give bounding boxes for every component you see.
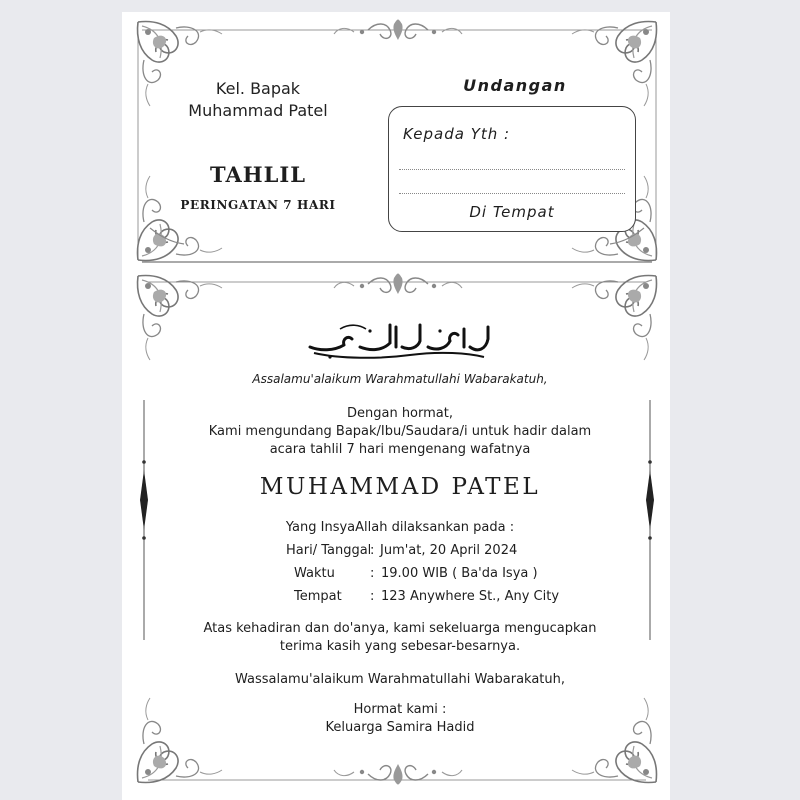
- schedule-label-time: Waktu: [294, 566, 335, 581]
- family-name: Keluarga Samira Hadid: [325, 720, 475, 735]
- thanks-line-2: terima kasih yang sebesar-besarnya.: [279, 639, 521, 654]
- thanks-paragraph: [180, 620, 620, 656]
- opening-line-3: acara tahlil 7 hari mengenang wafatnya: [269, 442, 531, 457]
- schedule-value-time: 19.00 WIB ( Ba'da Isya ): [381, 566, 538, 581]
- schedule-label-date: Hari/ Tanggal: [286, 543, 372, 558]
- cover-subtitle: PERINGATAN 7 HARI: [180, 198, 336, 212]
- greeting: Assalamu'alaikum Warahmatullahi Wabarakatuh,: [252, 372, 548, 386]
- opening-line-2: Kami mengundang Bapak/Ibu/Saudara/i untuk hadir dalam: [208, 424, 592, 439]
- bismillah-calligraphy-icon: [300, 317, 494, 367]
- schedule-label-place: Tempat: [294, 589, 342, 604]
- thanks-line-1: Atas kehadiran dan do'anya, kami sekeluarga mengucapkan: [203, 621, 597, 636]
- closing-greeting: Wassalamu'alaikum Warahmatullahi Wabarakatuh,: [234, 672, 566, 687]
- schedule-colon-place: :: [370, 589, 375, 604]
- location-label: Di Tempat: [469, 203, 555, 221]
- schedule-value-date: Jum'at, 20 April 2024: [380, 543, 518, 558]
- invitation-label: Undangan: [463, 76, 567, 95]
- recipient-box: [388, 106, 636, 232]
- sender-block: [186, 78, 330, 122]
- sender-line-1: Kel. Bapak: [215, 79, 301, 98]
- sender-line-2: Muhammad Patel: [188, 101, 328, 120]
- recipient-line-1: [399, 169, 625, 170]
- deceased-name: MUHAMMAD PATEL: [259, 474, 541, 500]
- schedule-colon-date: :: [370, 543, 375, 558]
- schedule-value-place: 123 Anywhere St., Any City: [381, 589, 560, 604]
- opening-paragraph: [200, 405, 600, 459]
- recipient-line-2: [399, 193, 625, 194]
- cover-title: TAHLIL: [210, 162, 306, 187]
- opening-line-1: Dengan hormat,: [346, 406, 453, 421]
- signature-block: [250, 701, 550, 737]
- regards-label: Hormat kami :: [353, 702, 447, 717]
- recipient-label: Kepada Yth :: [403, 125, 511, 143]
- schedule-intro: Yang InsyaAllah dilaksankan pada :: [285, 520, 515, 535]
- schedule-colon-time: :: [370, 566, 375, 581]
